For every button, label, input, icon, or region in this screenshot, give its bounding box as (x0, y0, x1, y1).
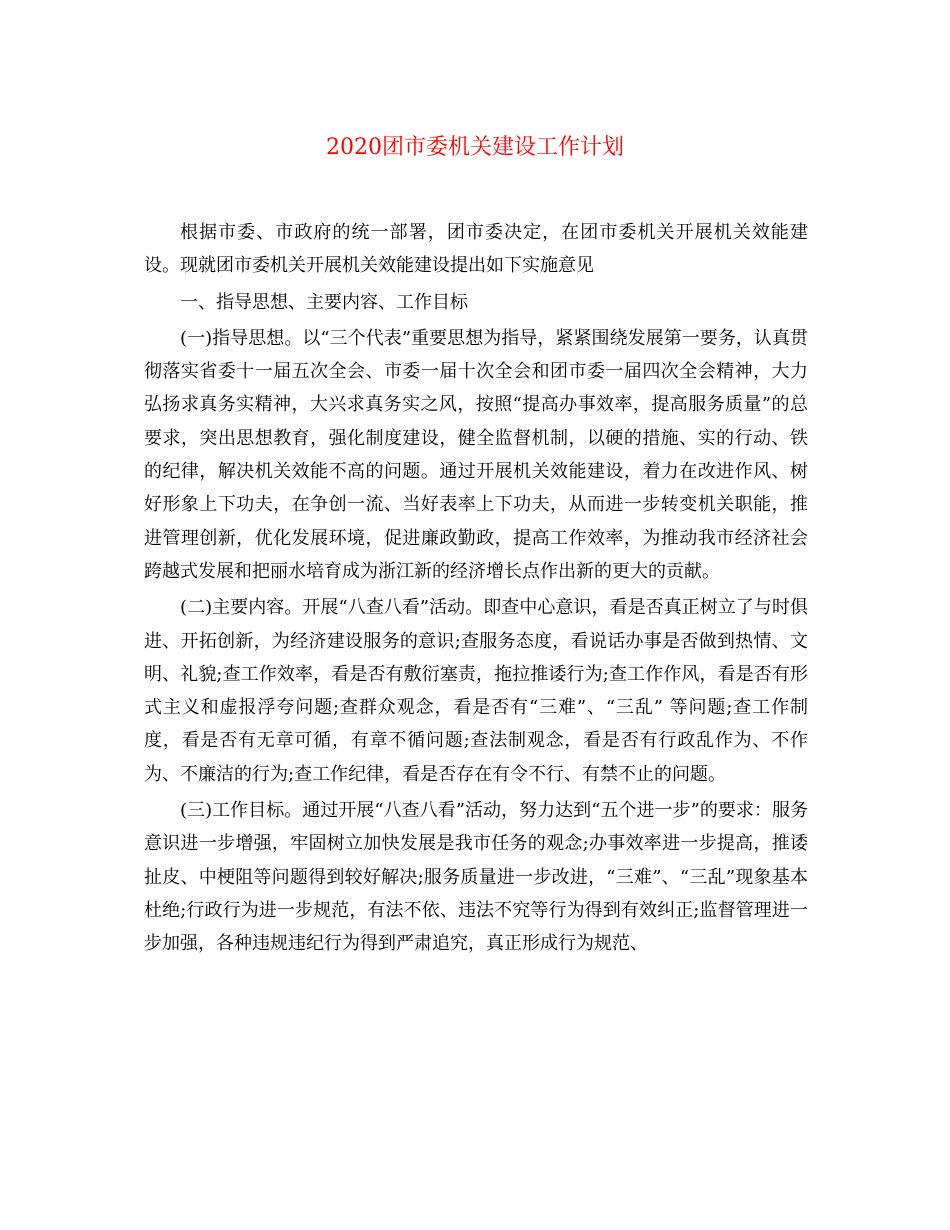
paragraph-work-goals: (三)工作目标。通过开展“八查八看”活动，努力达到“五个进一步”的要求：服务意识进一步增强，牢固树立加快发展是我市任务的观念;办事效率进一步提高，推诿扯皮、中梗阻等问题得到较好解决;服务质量进一步改进，“三难”、“三乱”现象基本杜绝;行政行为进一步规范，有法不依、违法不究等行为得到有效纠正;监督管理进一步加强，各种违规违纪行为得到严肃追究，真正形成行为规范、 (144, 800, 808, 955)
paragraph-main-content: (二)主要内容。开展“八查八看”活动。即查中心意识，看是否真正树立了与时俱进、开拓创新，为经济建设服务的意识;查服务态度，看说话办事是否做到热情、文明、礼貌;查工作效率，看是否有敷衍塞责，拖拉推诿行为;查工作作风，看是否有形式主义和虚报浮夸问题;查群众观念，看是否有“三难”、“三乱” 等问题;查工作制度，看是否有无章可循，有章不循问题;查法制观念，看是否有行政乱作为、不作为、不廉洁的行为;查工作纪律，看是否存在有令不行、有禁不止的问题。 (144, 597, 808, 785)
paragraph-intro: 根据市委、市政府的统一部署，团市委决定，在团市委机关开展机关效能建设。现就团市委机关开展机关效能建设提出如下实施意见 (144, 222, 808, 277)
document-body (144, 216, 808, 964)
document-title: 2020团市委机关建设工作计划 (326, 135, 624, 160)
section-heading-1: 一、指导思想、主要内容、工作目标 (180, 291, 468, 313)
paragraph-guiding-ideology: (一)指导思想。以“三个代表”重要思想为指导，紧紧围绕发展第一要务，认真贯彻落实省委十一届五次全会、市委一届十次全会和团市委一届四次全会精神，大力弘扬求真务实精神，大兴求真务实之风，按照“提高办事效率，提高服务质量”的总要求，突出思想教育，强化制度建设，健全监督机制，以硬的措施、实的行动、铁的纪律，解决机关效能不高的问题。通过开展机关效能建设，着力在改进作风、树好形象上下功夫，在争创一流、当好表率上下功夫，从而进一步转变机关职能，推进管理创新，优化发展环境，促进廉政勤政，提高工作效率，为推动我市经济社会跨越式发展和把丽水培育成为浙江新的经济增长点作出新的更大的贡献。 (144, 327, 808, 582)
